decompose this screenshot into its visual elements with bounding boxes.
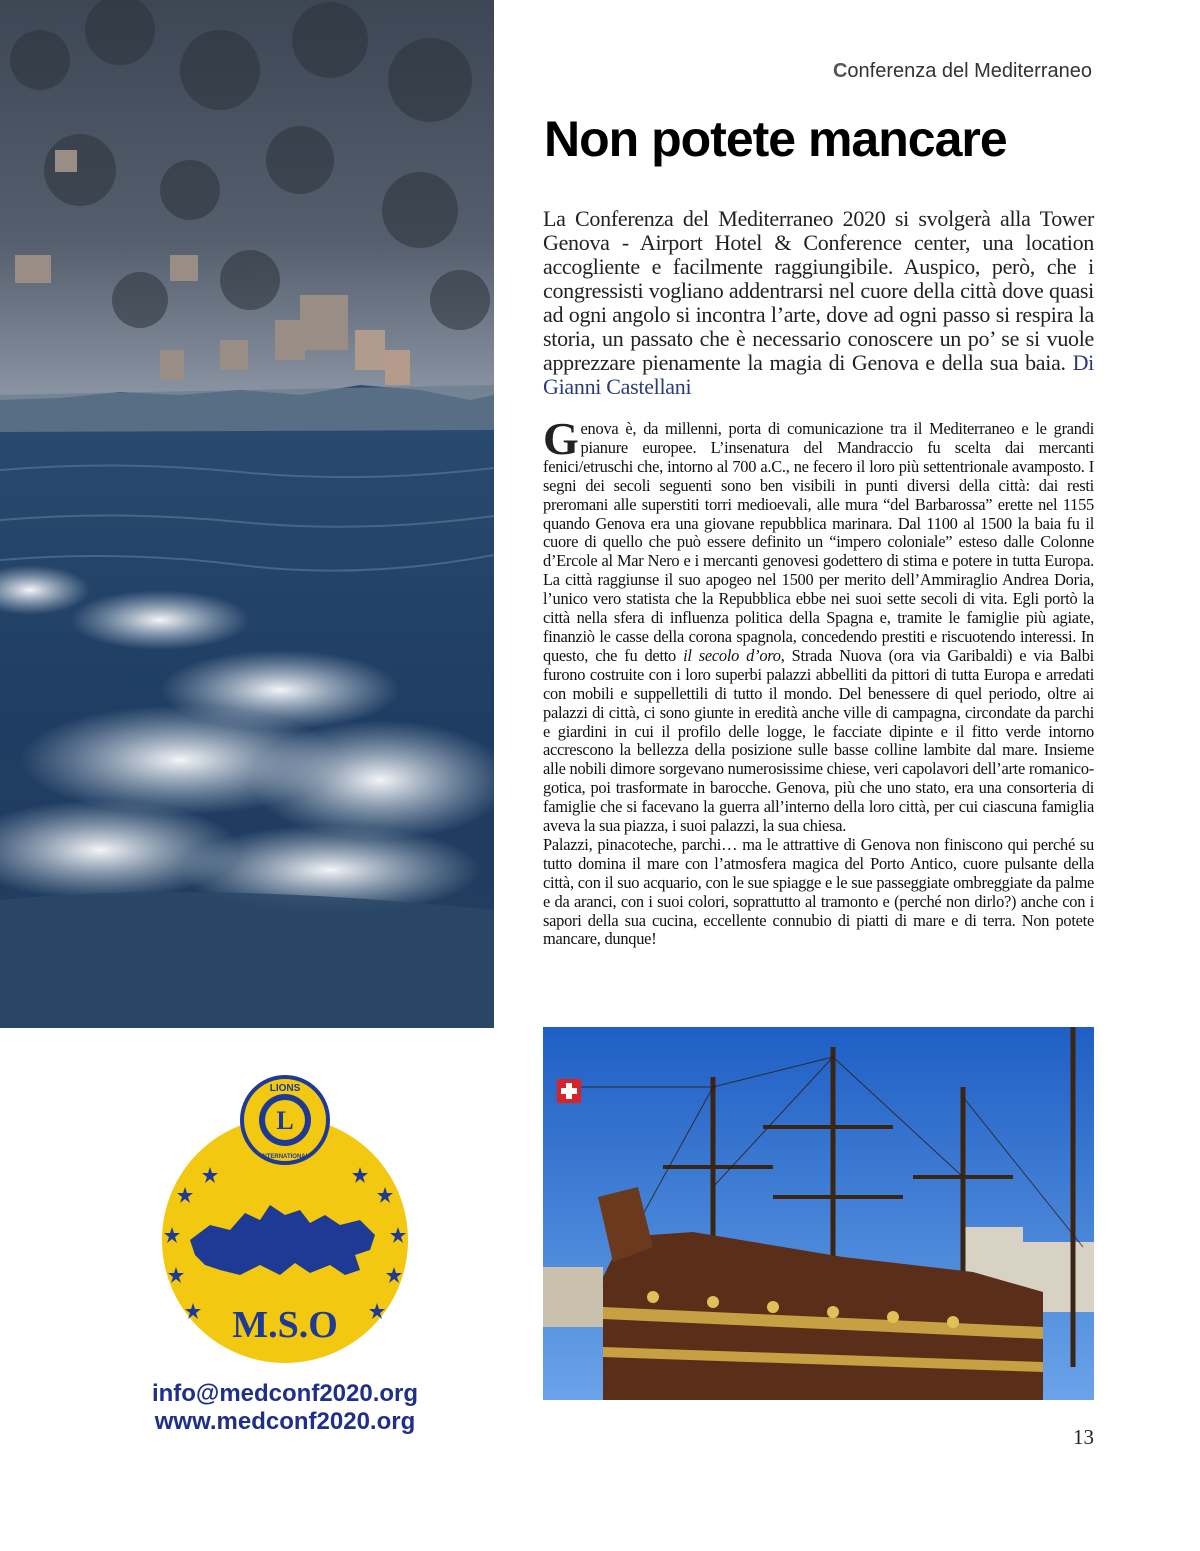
contact-website[interactable]: www.medconf2020.org	[154, 1408, 416, 1435]
emblem-ring-top: LIONS	[269, 1083, 301, 1094]
page-number: 13	[1073, 1425, 1094, 1449]
body-p1-end: , Strada Nuova (ora via Garibaldi) e via Balbi furono costruite con i loro superbi palazzi abbelliti da pittori di tutta Europa e arredati con mobili e suppellettili di tutto il mondo. Del benessere di quel periodo, oltre ai palazzi di città, ci sono giunte in eredità anche ville di campagna, circondate da parchi e giardini in cui il profilo delle logge, le facciate dipinte e il fitto verde intorno accrescono la bellezza della posizione sulle basse colline lambite dal mare. Insieme alle nobili dimore sorgevano numerosissime chiese, veri capolavori dell’arte romanico-gotica, poi trasformate in barocche. Genova, più che uno stato, era una consorteria di famiglie che si facevano la guerra all’interno della loro città, per cui ciascuna famiglia aveva la sua piazza, i suoi palazzi, la sua chiesa.	[543, 645, 1094, 836]
emblem-ring-bottom: INTERNATIONAL	[260, 1154, 310, 1160]
contact-email[interactable]: info@medconf2020.org	[151, 1380, 419, 1407]
mso-logo	[160, 1075, 410, 1365]
article-lead	[543, 207, 1094, 399]
contact-block	[130, 1380, 440, 1436]
author-byline: Di Gianni Castellani	[543, 350, 1094, 399]
drop-cap: G	[543, 413, 579, 464]
body-p1-start: enova è, da millenni, porta di comunicazione tra il Mediterraneo e le grandi pianure europee. L’insenatura del Mandraccio fu scelta dai mercanti fenici/etruschi che, intorno al 700 a.C., ne fecero il loro più settentrionale avamposto. I segni dei secoli seguenti sono ben visibili in punti diversi della città: dai resti preromani alle superstiti torri medioevali, alle mura “del Barbarossa” erette nel 1155 quando Genova era una giovane repubblica marinara. Dal 1100 al 1500 la baia fu il cuore di quello che può essere definito un “impero coloniale” esteso dalle Colonne d’Ercole al Mar Nero e i mercanti genovesi godettero di stima e potere in tutta Europa. La città raggiunse il suo apogeo nel 1500 per merito dell’Ammiraglio Andrea Doria, l’unico vero statista che la Repubblica ebbe nei suoi sette secoli di vita. Egli portò la città nella sfera di influenza politica della Spagna e, tramite le famiglie più agiate, finanziò le casse della corona spagnola, concedendo prestiti e riscuotendo interessi. In questo, che fu detto	[543, 419, 1094, 665]
article-title: Non potete mancare	[544, 111, 1007, 167]
article-body	[543, 413, 1094, 949]
running-header-initial: C	[832, 60, 848, 82]
body-p1-italic: il secolo d’oro	[683, 645, 781, 665]
lead-text: La Conferenza del Mediterraneo 2020 si svolgerà alla Tower Genova - Airport Hotel & Conference center, una location accogliente e facilmente raggiungibile. Auspico, però, che i congressisti vogliano addentrarsi nel cuore della città dove quasi ad ogni angolo si incontra l’arte, dove ad ogni passo si respira la storia, un passato che è necessario conoscere un po’ se si vuole apprezzare pienamente la magia di Genova e della sua baia.	[543, 206, 1094, 375]
body-paragraph-1	[543, 413, 1094, 836]
ship-photo	[543, 1027, 1094, 1400]
body-paragraph-2: Palazzi, pinacoteche, parchi… ma le attrattive di Genova non finiscono qui perché su tutto domina il mare con l’atmosfera magica del Porto Antico, cuore pulsante della città, con il suo acquario, con le sue spiagge e le sue passeggiate ombreggiate da palme e da aranci, con i suoi colori, soprattutto al tramonto e (perché non dirlo?) anche con i sapori della sua cucina, eccellente connubio di piatti di mare e di terra. Non potete mancare, dunque!	[543, 834, 1094, 949]
running-header-text: onferenza del Mediterraneo	[847, 60, 1092, 82]
sea-photo	[0, 0, 494, 1028]
logo-acronym: M.S.O	[232, 1304, 338, 1346]
running-header	[700, 60, 1092, 83]
emblem-letter: L	[276, 1106, 294, 1135]
